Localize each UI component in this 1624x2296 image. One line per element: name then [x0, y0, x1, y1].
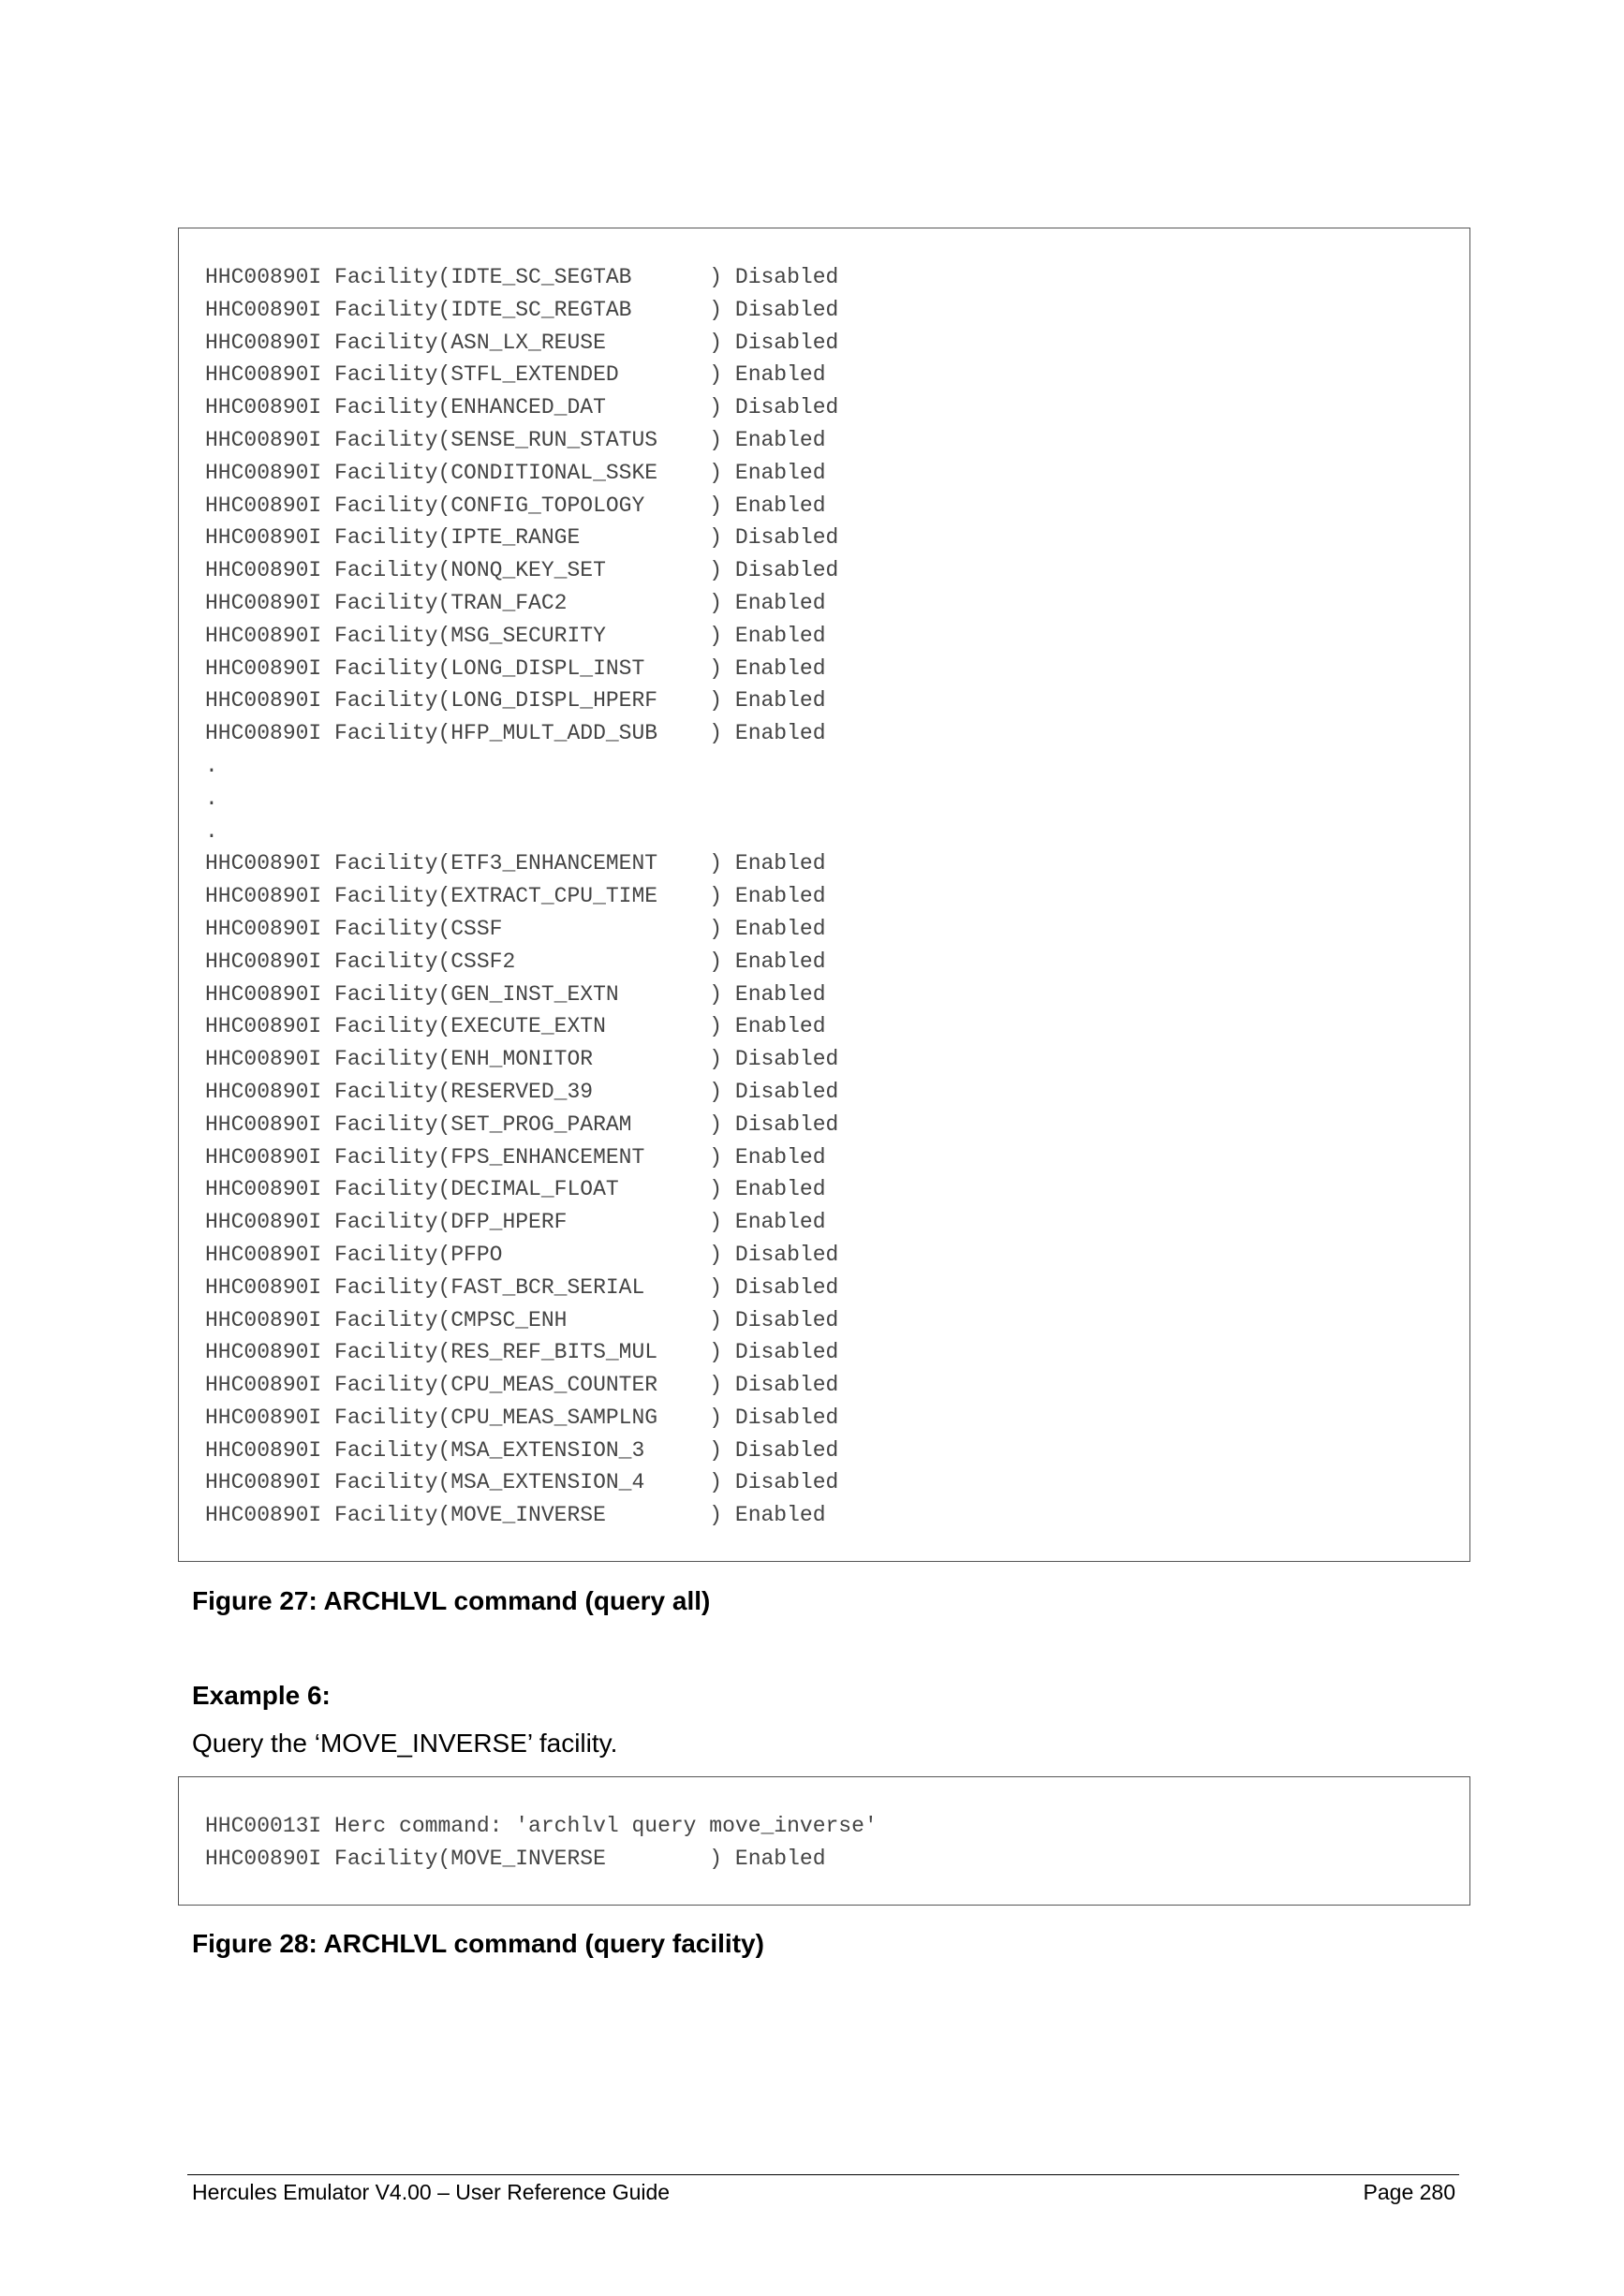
code-line: HHC00890I Facility(IDTE_SC_SEGTAB ) Disabled — [205, 265, 839, 289]
code-line: HHC00890I Facility(FAST_BCR_SERIAL ) Disabled — [205, 1274, 839, 1300]
code-line: HHC00890I Facility(FPS_ENHANCEMENT ) Enabled — [205, 1144, 826, 1170]
figure28-code-block — [178, 1776, 1470, 1906]
code-line: HHC00890I Facility(ENHANCED_DAT ) Disabled — [205, 395, 839, 420]
code-line: HHC00890I Facility(RESERVED_39 ) Disabled — [205, 1079, 839, 1104]
figure28-caption: Figure 28: ARCHLVL command (query facility) — [192, 1929, 764, 1958]
code-line: HHC00890I Facility(IPTE_RANGE ) Disabled — [205, 525, 839, 551]
code-line: HHC00890I Facility(CMPSC_ENH ) Disabled — [205, 1307, 839, 1332]
code-line: HHC00890I Facility(STFL_EXTENDED ) Enabled — [205, 362, 826, 388]
code-line: HHC00890I Facility(PFPO ) Disabled — [205, 1242, 839, 1267]
code-line: HHC00890I Facility(CSSF ) Enabled — [205, 916, 826, 941]
code-line: HHC00890I Facility(MSG_SECURITY ) Enabled — [205, 623, 826, 648]
code-line: HHC00890I Facility(MSA_EXTENSION_3 ) Disabled — [205, 1437, 839, 1463]
code-line: HHC00890I Facility(MOVE_INVERSE ) Enabled — [205, 1503, 826, 1528]
code-line: HHC00890I Facility(IDTE_SC_REGTAB ) Disabled — [205, 297, 839, 322]
code-line: HHC00013I Herc command: 'archlvl query move_inverse' — [205, 1814, 878, 1838]
code-line: . — [205, 786, 218, 811]
footer-title: Hercules Emulator V4.00 – User Reference Guide — [192, 2180, 671, 2204]
footer-divider — [187, 2174, 1459, 2175]
code-line: HHC00890I Facility(MSA_EXTENSION_4 ) Disabled — [205, 1470, 839, 1495]
code-line: HHC00890I Facility(ETF3_ENHANCEMENT ) Enabled — [205, 851, 826, 876]
code-line: HHC00890I Facility(SENSE_RUN_STATUS ) Enabled — [205, 427, 826, 452]
example-text: Query the ‘MOVE_INVERSE’ facility. — [192, 1729, 618, 1758]
code-line: HHC00890I Facility(CPU_MEAS_SAMPLNG ) Disabled — [205, 1405, 839, 1430]
code-line: HHC00890I Facility(ENH_MONITOR ) Disabled — [205, 1047, 839, 1072]
figure27-code-block — [178, 228, 1470, 1562]
code-line: . — [205, 818, 218, 844]
example-heading: Example 6: — [192, 1681, 331, 1710]
code-line: HHC00890I Facility(EXECUTE_EXTN ) Enabled — [205, 1014, 826, 1039]
code-line: HHC00890I Facility(CONDITIONAL_SSKE ) Enabled — [205, 460, 826, 485]
code-line: HHC00890I Facility(SET_PROG_PARAM ) Disabled — [205, 1111, 839, 1137]
page-number: Page 280 — [1363, 2180, 1455, 2204]
figure27-caption: Figure 27: ARCHLVL command (query all) — [192, 1586, 711, 1615]
code-line: HHC00890I Facility(RES_REF_BITS_MUL ) Disabled — [205, 1340, 839, 1365]
code-line: HHC00890I Facility(CPU_MEAS_COUNTER ) Disabled — [205, 1373, 839, 1398]
code-line: HHC00890I Facility(ASN_LX_REUSE ) Disabled — [205, 330, 839, 355]
code-line: HHC00890I Facility(LONG_DISPL_HPERF ) Enabled — [205, 688, 826, 714]
code-line: HHC00890I Facility(CSSF2 ) Enabled — [205, 949, 826, 974]
code-line: . — [205, 753, 218, 778]
code-line: HHC00890I Facility(GEN_INST_EXTN ) Enabled — [205, 981, 826, 1007]
code-line: HHC00890I Facility(DFP_HPERF ) Enabled — [205, 1210, 826, 1235]
code-line: HHC00890I Facility(CONFIG_TOPOLOGY ) Enabled — [205, 493, 826, 518]
code-line: HHC00890I Facility(EXTRACT_CPU_TIME ) Enabled — [205, 884, 826, 909]
code-line: HHC00890I Facility(HFP_MULT_ADD_SUB ) Enabled — [205, 721, 826, 746]
code-line: HHC00890I Facility(NONQ_KEY_SET ) Disabled — [205, 558, 839, 583]
code-line: HHC00890I Facility(LONG_DISPL_INST ) Enabled — [205, 655, 826, 681]
code-line: HHC00890I Facility(TRAN_FAC2 ) Enabled — [205, 590, 826, 615]
code-line: HHC00890I Facility(DECIMAL_FLOAT ) Enabled — [205, 1177, 826, 1202]
code-line: HHC00890I Facility(MOVE_INVERSE ) Enabled — [205, 1846, 826, 1871]
